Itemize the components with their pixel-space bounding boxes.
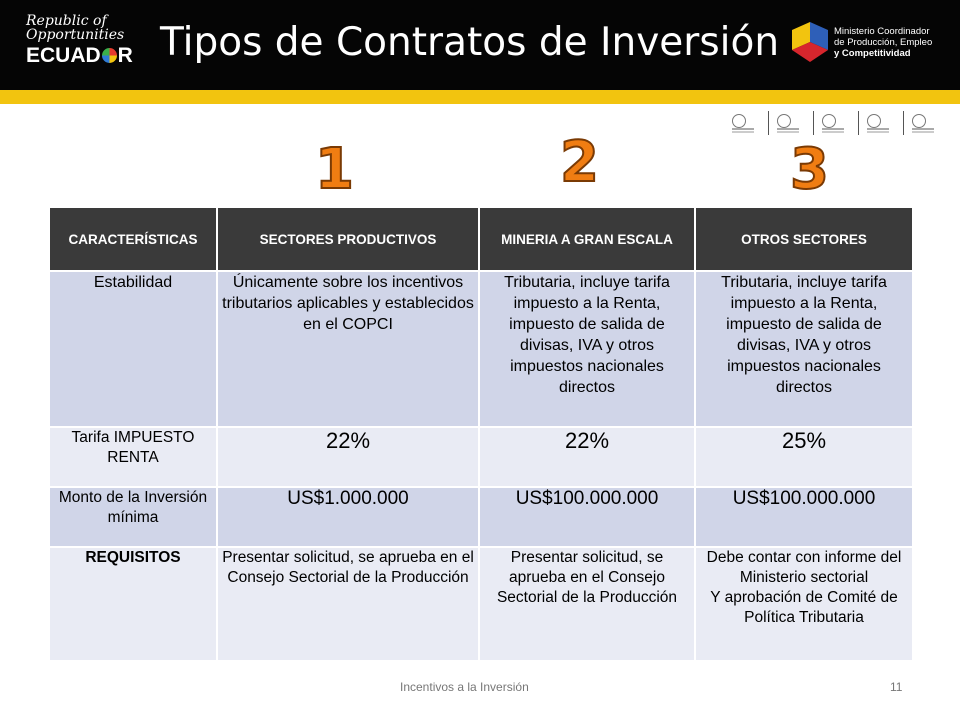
partner-divider	[903, 111, 904, 135]
partner-logo-3	[820, 111, 850, 135]
row-label-monto: Monto de la Inversión mínima	[49, 487, 217, 547]
table-cell: Presentar solicitud, se aprueba en el Consejo Sectorial de la Producción	[217, 547, 479, 661]
partner-divider	[813, 111, 814, 135]
logo-word-post: R	[117, 44, 133, 67]
table-row	[49, 271, 913, 427]
partner-logo-4	[865, 111, 895, 135]
table-cell: 22%	[217, 427, 479, 487]
header-caracteristicas: CARACTERÍSTICAS	[49, 207, 217, 271]
row-label-requisitos: REQUISITOS	[49, 547, 217, 661]
header-sectores-productivos: SECTORES PRODUCTIVOS	[217, 207, 479, 271]
table-cell: US$100.000.000	[695, 487, 913, 547]
table-cell: Tributaria, incluye tarifa impuesto a la Renta, impuesto de salida de divisas, IVA y otros impuestos nacionales directos	[695, 271, 913, 427]
number-2: 2	[560, 130, 599, 195]
table-cell: 25%	[695, 427, 913, 487]
table-row	[49, 547, 913, 661]
header-mineria: MINERIA A GRAN ESCALA	[479, 207, 695, 271]
logo-o-icon	[102, 48, 117, 63]
header-otros-sectores: OTROS SECTORES	[695, 207, 913, 271]
partner-divider	[768, 111, 769, 135]
logo-wordmark	[26, 44, 146, 68]
table-cell: US$100.000.000	[479, 487, 695, 547]
ministry-line-1: Ministerio Coordinador	[834, 26, 930, 37]
number-3: 3	[790, 137, 829, 202]
ministry-flag-icon	[792, 22, 828, 62]
ministry-line-2: de Producción, Empleo	[834, 37, 933, 48]
logo-script-text: Republic of Opportunities	[26, 13, 125, 43]
logo-word-pre: ECUAD	[26, 44, 101, 67]
page-number: 11	[890, 680, 903, 694]
table-row	[49, 427, 913, 487]
contracts-table	[48, 206, 914, 662]
ministry-logo	[790, 14, 960, 74]
row-label-estabilidad: Estabilidad	[49, 271, 217, 427]
table-row	[49, 487, 913, 547]
partner-logo-2	[775, 111, 805, 135]
page-title: Tipos de Contratos de Inversión	[160, 20, 780, 65]
header-bar	[0, 0, 960, 90]
ecuador-logo	[26, 14, 146, 74]
ministry-line-3: y Competitividad	[834, 48, 911, 59]
table-cell: US$1.000.000	[217, 487, 479, 547]
gold-accent-bar	[0, 90, 960, 104]
row-label-tarifa: Tarifa IMPUESTO RENTA	[49, 427, 217, 487]
table-cell: 22%	[479, 427, 695, 487]
footer-text: Incentivos a la Inversión	[400, 680, 529, 694]
partner-divider	[858, 111, 859, 135]
table-header-row	[49, 207, 913, 271]
table-cell: Únicamente sobre los incentivos tributarios aplicables y establecidos en el COPCI	[217, 271, 479, 427]
partner-logo-5	[910, 111, 940, 135]
table-cell: Debe contar con informe del Ministerio sectorial Y aprobación de Comité de Política Tributaria	[695, 547, 913, 661]
partner-logo-1	[730, 111, 760, 135]
ministry-text	[834, 26, 932, 59]
partner-logos	[730, 108, 960, 138]
number-1: 1	[315, 137, 354, 202]
table-cell: Presentar solicitud, se aprueba en el Consejo Sectorial de la Producción	[479, 547, 695, 661]
table-cell: Tributaria, incluye tarifa impuesto a la Renta, impuesto de salida de divisas, IVA y otros impuestos nacionales directos	[479, 271, 695, 427]
